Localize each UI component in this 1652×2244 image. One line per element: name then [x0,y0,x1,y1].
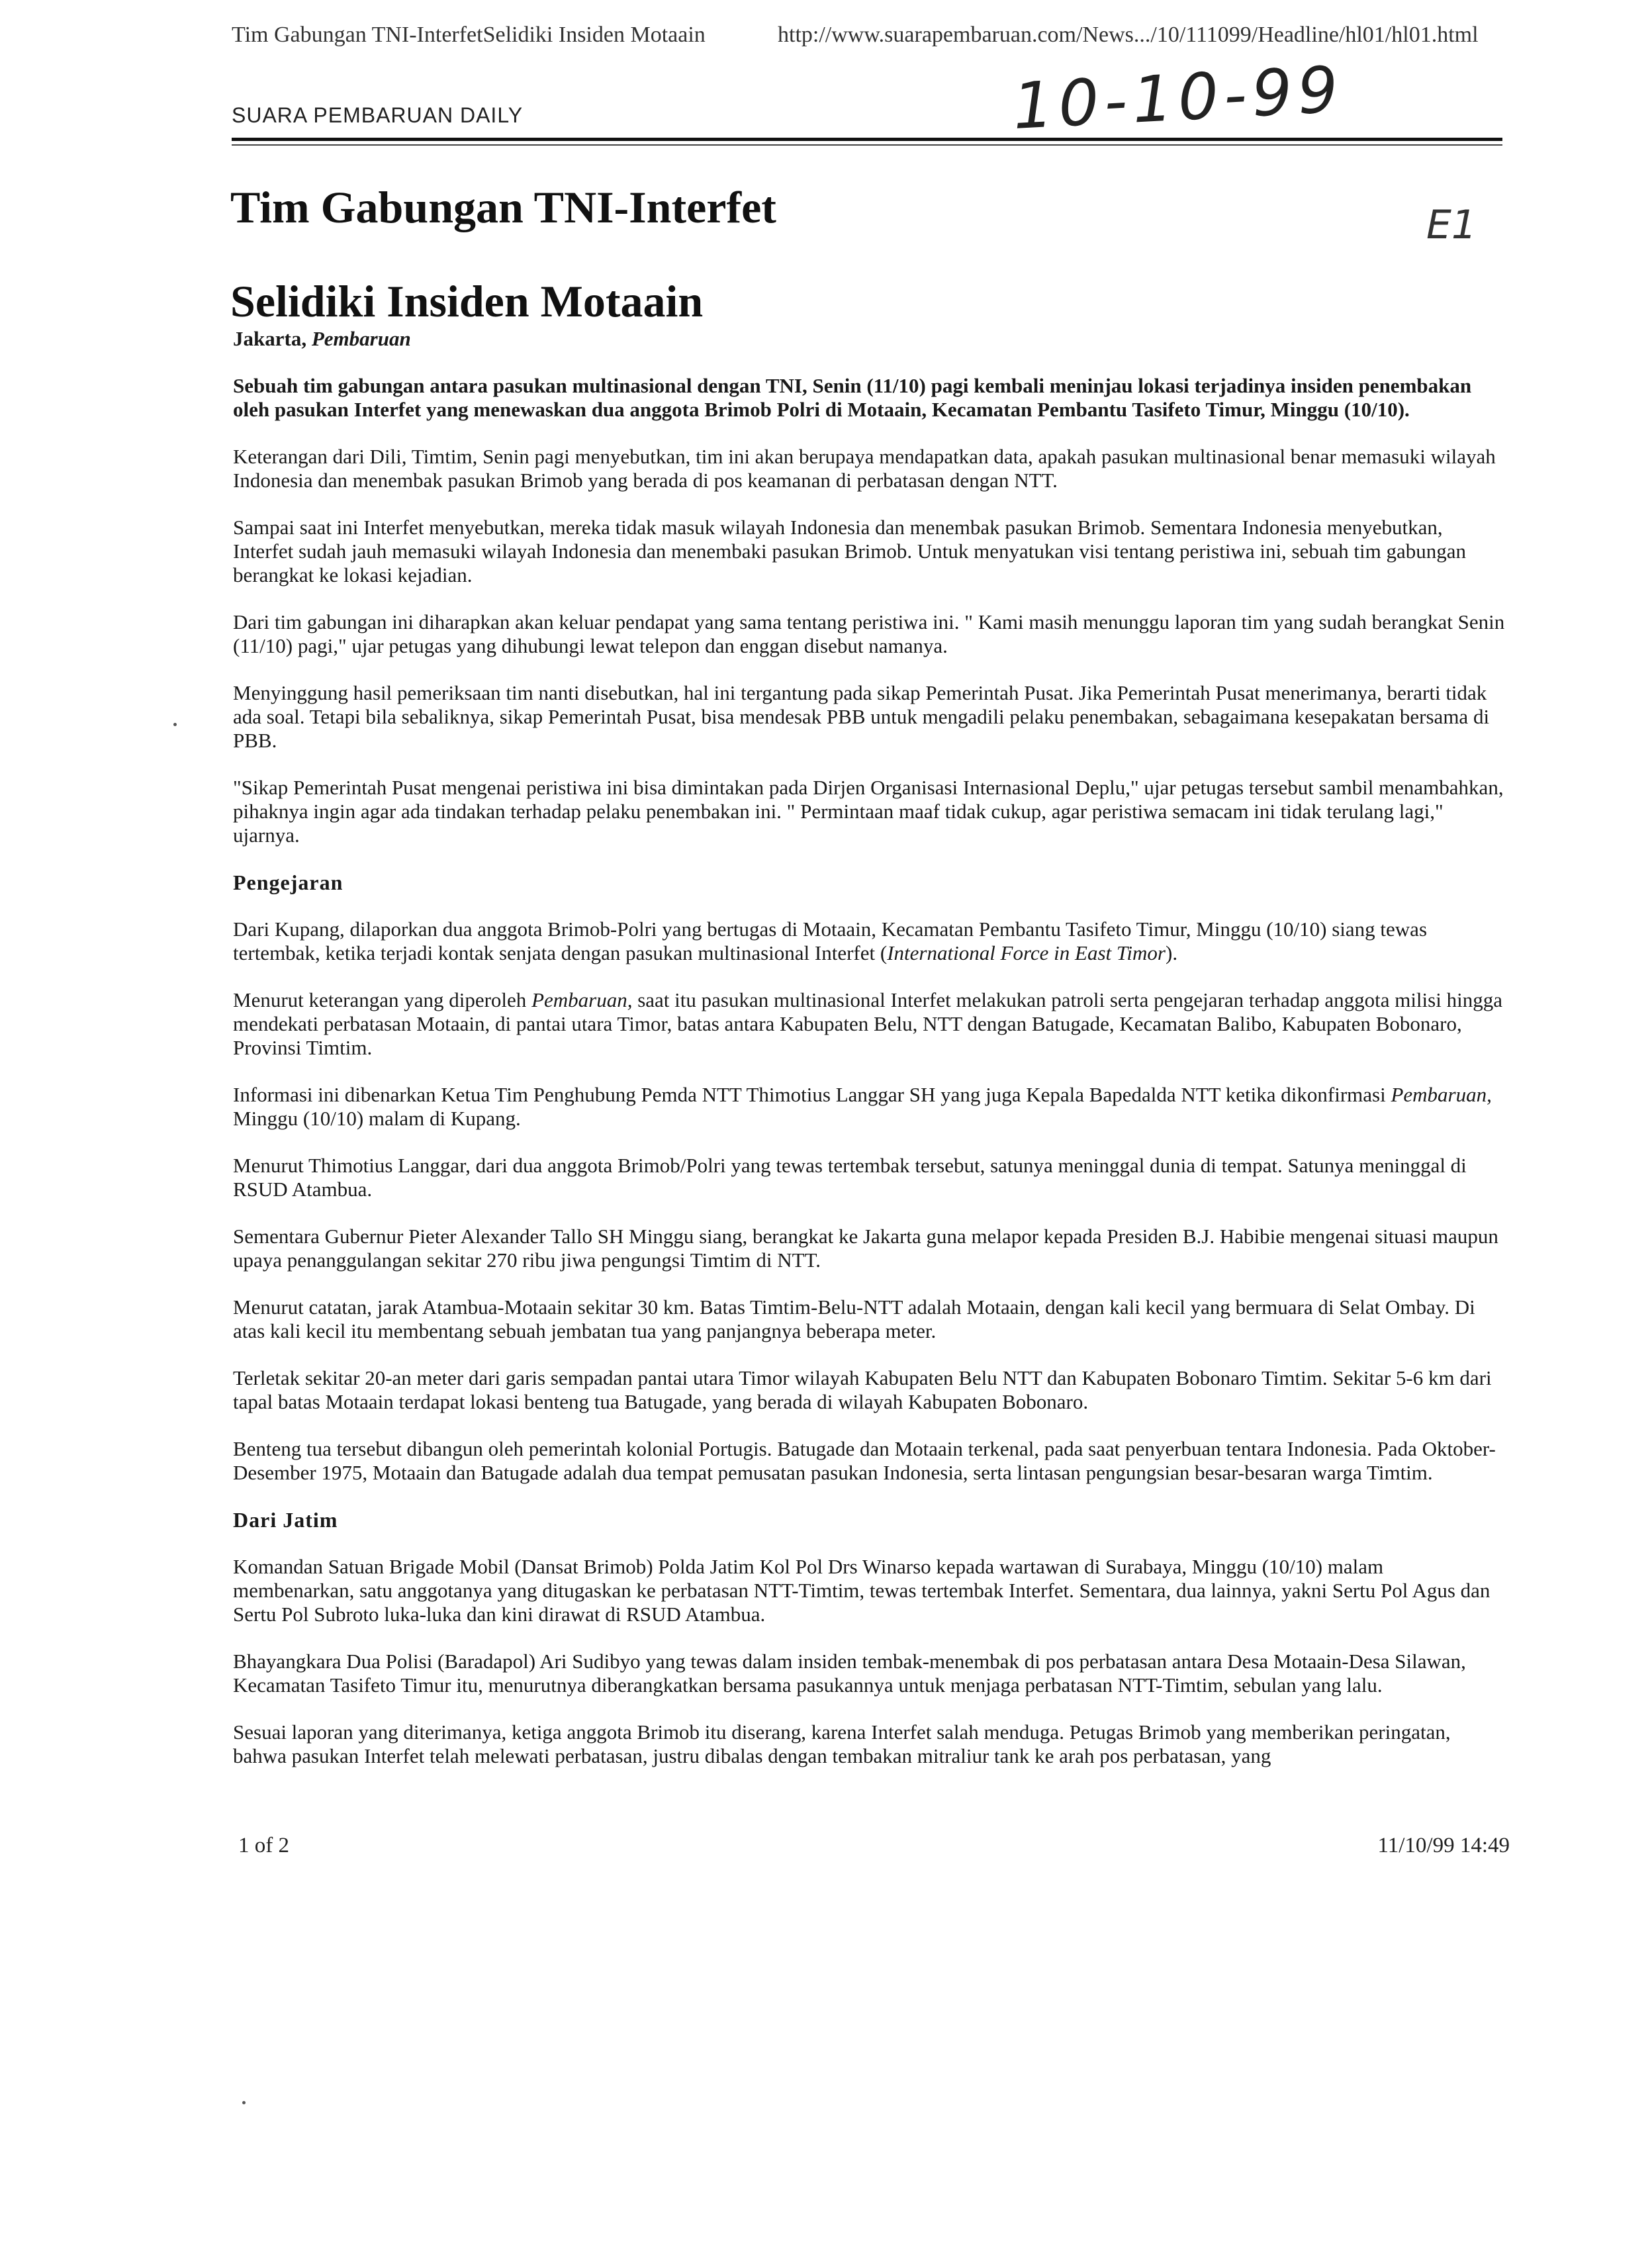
browser-page-title: Tim Gabungan TNI-InterfetSelidiki Insiden Motaain [232,23,706,47]
paragraph-13: Benteng tua tersebut dibangun oleh pemerintah kolonial Portugis. Batugade dan Motaain terkenal, pada saat penyerbuan tentara Indonesia. Pada Oktober-Desember 1975, Motaain dan Batugade adalah dua tempat pemusatan pasukan Indonesia, serta lintasan pengungsian besar-besaran warga Timtim. [233,1437,1496,1484]
paragraph-2: Sampai saat ini Interfet menyebutkan, mereka tidak masuk wilayah Indonesia dan menembak pasukan Brimob. Sementara Indonesia menyebutkan, Interfet sudah jauh memasuki wilayah Indonesia dan menembaki pasukan Brimob. Untuk menyatukan visi tentang peristiwa ini, sebuah tim gabungan berangkat ke lokasi kejadian. [233,516,1466,586]
p8-italic: Pembaruan, [1391,1083,1492,1106]
subheading-pengejaran: Pengejaran [233,870,344,894]
article-title [230,160,1223,348]
p7-italic: Pembaruan, [531,988,633,1011]
lead-paragraph: Sebuah tim gabungan antara pasukan multinasional dengan TNI, Senin (11/10) pagi kembali meninjau lokasi terjadinya insiden penembakan oleh pasukan Interfet yang menewaskan dua anggota Brimob Polri di Motaain, Kecamatan Pembantu Tasifeto Timur, Minggu (10/10). [233,374,1472,421]
scan-speck [242,2101,246,2104]
paragraph-16: Sesuai laporan yang diterimanya, ketiga anggota Brimob itu diserang, karena Interfet salah menduga. Petugas Brimob yang memberikan peringatan, bahwa pasukan Interfet telah melewati perbatasan, justru dibalas dengan tembakan mitraliur tank ke arah pos perbatasan, yang [233,1720,1451,1767]
paragraph-5: "Sikap Pemerintah Pusat mengenai peristiwa ini bisa dimintakan pada Dirjen Organisasi Internasional Deplu," ujar petugas tersebut sambil menambahkan, pihaknya ingin agar ada tindakan terhadap pelaku penembakan ini. " Permintaan maaf tidak cukup, agar peristiwa semacam ini tidak terulang lagi," ujarnya. [233,776,1504,847]
paragraph-11: Menurut catatan, jarak Atambua-Motaain sekitar 30 km. Batas Timtim-Belu-NTT adalah Motaain, dengan kali kecil yang bermuara di Selat Ombay. Di atas kali kecil itu membentang sebuah jembatan tua yang panjangnya beberapa meter. [233,1295,1475,1342]
print-timestamp: 11/10/99 14:49 [1377,1834,1510,1857]
p7-text-b: saat itu pasukan multinasional Interfet melakukan patroli serta pengejaran terhadap anggota milisi hingga mendekati perbatasan Motaain, di pantai utara Timor, batas antara Kabupaten Belu, NTT dengan Batugade, Kecamatan Balibo, Kabupaten Bobonaro, Provinsi Timtim. [233,988,1502,1059]
p6-italic: International Force in East Timor [887,941,1166,964]
paragraph-10: Sementara Gubernur Pieter Alexander Tallo SH Minggu siang, berangkat ke Jakarta guna melapor kepada Presiden B.J. Habibie mengenai situasi maupun upaya penanggulangan sekitar 270 ribu jiwa pengungsi Timtim di NTT. [233,1225,1498,1272]
paragraph-8 [233,1083,1507,1131]
handwritten-date: 10-10-99 [1011,52,1346,144]
paragraph-14: Komandan Satuan Brigade Mobil (Dansat Brimob) Polda Jatim Kol Pol Drs Winarso kepada wartawan di Surabaya, Minggu (10/10) malam membenarkan, satu anggotanya yang ditugaskan ke perbatasan NTT-Timtim, tewas tertembak Interfet. Sementara, dua lainnya, yakni Sertu Pol Agus dan Sertu Pol Subroto luka-luka dan kini dirawat di RSUD Atambua. [233,1555,1491,1626]
scan-speck [173,723,177,726]
paragraph-4: Menyinggung hasil pemeriksaan tim nanti disebutkan, hal ini tergantung pada sikap Pemerintah Pusat. Jika Pemerintah Pusat menerimanya, berarti tidak ada soal. Tetapi bila sebaliknya, sikap Pemerintah Pusat, bisa mendesak PBB untuk mengadili pelaku penembakan, sebagaimana kesepakatan bersama di PBB. [233,681,1490,752]
dateline-source: Pembaruan [311,327,411,350]
paragraph-12: Terletak sekitar 20-an meter dari garis sempadan pantai utara Timor wilayah Kabupaten Belu NTT dan Kabupaten Bobonaro Timtim. Sekitar 5-6 km dari tapal batas Motaain terdapat lokasi benteng tua Batugade, yang berada di wilayah Kabupaten Bobonaro. [233,1366,1492,1413]
p8-text-b: Minggu (10/10) malam di Kupang. [233,1107,521,1130]
dateline [233,327,1507,351]
handwritten-mark: E1 [1426,202,1477,248]
paragraph-7 [233,988,1507,1060]
paragraph-3: Dari tim gabungan ini diharapkan akan keluar pendapat yang sama tentang peristiwa ini. " Kami masih menunggu laporan tim yang sudah berangkat Senin (11/10) pagi," ujar petugas yang dihubungi lewat telepon dan enggan disebut namanya. [233,610,1505,657]
subheading-dari-jatim: Dari Jatim [233,1508,338,1532]
masthead-rule [232,138,1502,141]
title-line-1: Tim Gabungan TNI-Interfet [230,182,776,232]
p7-text-a: Menurut keterangan yang diperoleh [233,988,532,1011]
paragraph-9: Menurut Thimotius Langgar, dari dua anggota Brimob/Polri yang tewas tertembak tersebut, satunya meninggal dunia di tempat. Satunya meninggal di RSUD Atambua. [233,1154,1467,1201]
browser-url: http://www.suarapembaruan.com/News.../10/111099/Headline/hl01/hl01.html [778,23,1479,47]
p8-text-a: Informasi ini dibenarkan Ketua Tim Penghubung Pemda NTT Thimotius Langgar SH yang juga Kepala Bapedalda NTT ketika dikonfirmasi [233,1083,1391,1106]
p6-text-a: Dari Kupang, dilaporkan dua anggota Brimob-Polri yang bertugas di Motaain, Kecamatan Pembantu Tasifeto Timur, Minggu (10/10) siang tewas tertembak, ketika terjadi kontak senjata dengan pasukan multinasional Interfet ( [233,917,1428,964]
paragraph-15: Bhayangkara Dua Polisi (Baradapol) Ari Sudibyo yang tewas dalam insiden tembak-menembak di pos perbatasan antara Desa Motaain-Desa Silawan, Kecamatan Tasifeto Timur itu, menurutnya diberangkatkan bersama pasukannya untuk menjaga perbatasan NTT-Timtim, sebulan yang lalu. [233,1650,1466,1697]
page-number: 1 of 2 [238,1834,289,1857]
publication-name: SUARA PEMBARUAN DAILY [232,103,524,127]
article-body [233,327,1507,1791]
masthead-rule-thin [232,144,1502,146]
dateline-place: Jakarta, [233,327,307,350]
paragraph-1: Keterangan dari Dili, Timtim, Senin pagi menyebutkan, tim ini akan berupaya mendapatkan data, apakah pasukan multinasional benar memasuki wilayah Indonesia dan menembak pasukan Brimob yang berada di pos keamanan di perbatasan dengan NTT. [233,445,1496,492]
p6-text-b: ). [1166,941,1178,964]
paragraph-6 [233,917,1507,965]
title-line-2: Selidiki Insiden Motaain [230,276,704,326]
